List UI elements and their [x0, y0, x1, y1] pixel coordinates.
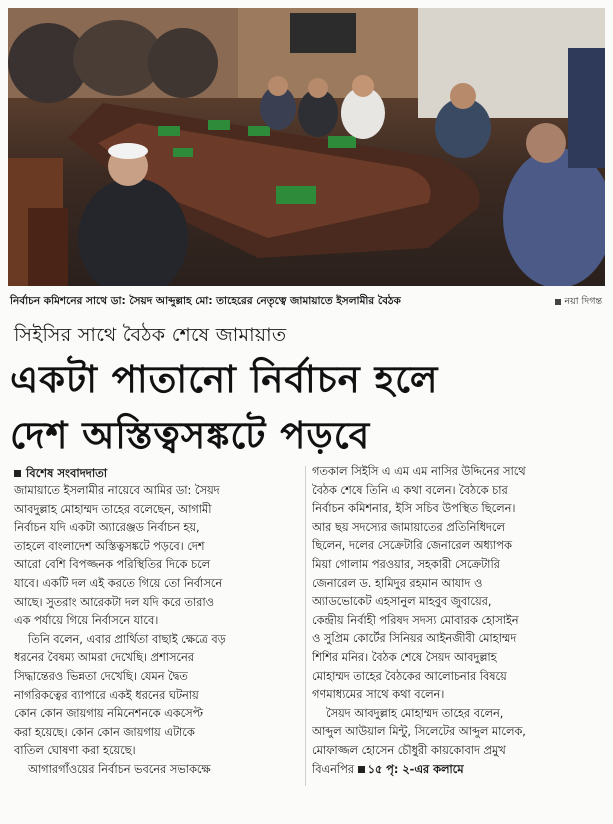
- article-line: তাহলে বাংলাদেশ অস্তিত্বসঙ্কটে পড়বে। দেশ: [14, 539, 205, 553]
- article-column-right: [312, 463, 604, 779]
- headline-line-1: একটা পাতানো নির্বাচন হলে: [10, 358, 439, 401]
- article-line: কেন্দ্রীয় নির্বাহী পরিষদ সদস্য মোবারক হোসাইন: [312, 613, 519, 627]
- caption-text: নির্বাচন কমিশনের সাথে ডা: সৈয়দ আব্দুল্লাহ মো: তাহেরের নেতৃত্বে জামায়াতে ইসলামীর বৈঠক: [10, 295, 401, 307]
- column-divider: [305, 466, 306, 786]
- article-line: আর ছয় সদস্যের জামায়াতের প্রতিনিধিদলে: [312, 520, 505, 534]
- meeting-photo: [8, 8, 605, 286]
- article-column-left: [14, 482, 300, 780]
- article-line: মিয়া গোলাম পরওয়ার, সহকারী সেক্রেটারি: [312, 557, 500, 571]
- article-line: ছিলেন, দলের সেক্রেটারি জেনারেল অধ্যাপক: [312, 539, 512, 553]
- article-line: গতকাল সিইসি এ এম এম নাসির উদ্দিনের সাথে: [312, 465, 526, 478]
- continuation-jump[interactable]: [358, 763, 464, 776]
- article-line: সৈয়দ আবদুল্লাহ মোহাম্মদ তাহের বলেন,: [326, 706, 504, 720]
- article-line: গণমাধ্যমের সাথে কথা বলেন।: [312, 688, 445, 702]
- photo-caption: [10, 294, 604, 312]
- square-bullet-icon: [14, 470, 21, 477]
- article-line: তিনি বলেন, এবার প্রার্থিতা বাছাই ক্ষেত্রে বড়: [28, 632, 226, 646]
- article-line: বিএনপির: [312, 762, 354, 776]
- byline-text: বিশেষ সংবাদদাতা: [26, 466, 108, 480]
- article-line: নির্বাচন যদি একটা অ্যারেঞ্জড নির্বাচন হয়,: [14, 521, 200, 535]
- article-line-last: [312, 761, 604, 780]
- article-line: সিদ্ধান্তেরও ভিন্নতা দেখেছি। যেমন দ্বৈত: [14, 669, 188, 683]
- headline-line-2: দেশ অস্তিত্বসঙ্কটে পড়বে: [10, 414, 371, 457]
- article-line: জামায়াতে ইসলামীর নায়েবে আমির ডা: সৈয়দ: [14, 484, 220, 497]
- square-bullet-icon: [555, 299, 561, 305]
- article-line: শিশির মনির। বৈঠক শেষে সৈয়দ আবদুল্লাহ: [312, 650, 497, 664]
- article-line: নাগরিকত্বের ব্যাপারে একই ধরনের ঘটনায়: [14, 688, 199, 702]
- article-line: কোন কোন জায়গায় নমিনেশনকে একসেপ্ট: [14, 707, 203, 721]
- article-line: করা হয়েছে। কোন কোন জায়গায় এটাকে: [14, 725, 195, 739]
- article-line: আছে। সুতরাং আরেকটা দল যদি করে তারাও: [14, 595, 214, 609]
- square-bullet-icon: [358, 766, 365, 773]
- article-line: বাতিল ঘোষণা করা হয়েছে।: [14, 744, 136, 758]
- article-line: মোফাজ্জল হোসেন চৌধুরী কায়কোবাদ প্রমুখ: [312, 743, 506, 757]
- meeting-photo-illustration: [8, 8, 605, 286]
- article-line: ও সুপ্রিম কোর্টের সিনিয়র আইনজীবী মোহাম্মদ: [312, 632, 517, 646]
- continuation-text: ১৫ পৃ: ২-এর কলামে: [367, 762, 464, 776]
- article-line: অ্যাডভোকেট এহসানুল মাহবুব জুবায়ের,: [312, 595, 492, 609]
- article-line: জেনারেল ড. হামিদুর রহমান আযাদ ও: [312, 576, 483, 590]
- article-line: বৈঠক শেষে তিনি এ কথা বলেন। বৈঠকে চার: [312, 483, 508, 497]
- article-line: আবদুল্লাহ মোহাম্মদ তাহের বলেছেন, আগামী: [14, 502, 212, 516]
- article-line: ধরনের বৈষম্য আমরা দেখেছি। প্রশাসনের: [14, 651, 194, 665]
- article-line: এক পর্যায়ে গিয়ে নির্বাসনে যাবে।: [14, 614, 159, 628]
- photo-source: [555, 295, 602, 310]
- article-line: আরো বেশি বিপজ্জনক পরিস্থিতির দিকে চলে: [14, 558, 211, 572]
- article-line: আব্দুল আউয়াল মিন্টু, সিলেটের আব্দুল মালেক,: [312, 725, 526, 739]
- article-line: মোহাম্মদ তাহের বৈঠকের আলোচনার বিষয়ে: [312, 669, 507, 683]
- article-line: আগারগাঁওয়ের নির্বাচন ভবনের সভাকক্ষে: [28, 762, 211, 776]
- photo-source-label: নয়া দিগন্ত: [564, 296, 602, 307]
- article-line: যাবে। একটি দল এই করতে গিয়ে তো নির্বাসনে: [14, 576, 223, 590]
- article-line: নির্বাচন কমিশনার, ইসি সচিব উপস্থিত ছিলেন।: [312, 502, 516, 516]
- kicker-headline: সিইসির সাথে বৈঠক শেষে জামায়াত: [14, 324, 287, 346]
